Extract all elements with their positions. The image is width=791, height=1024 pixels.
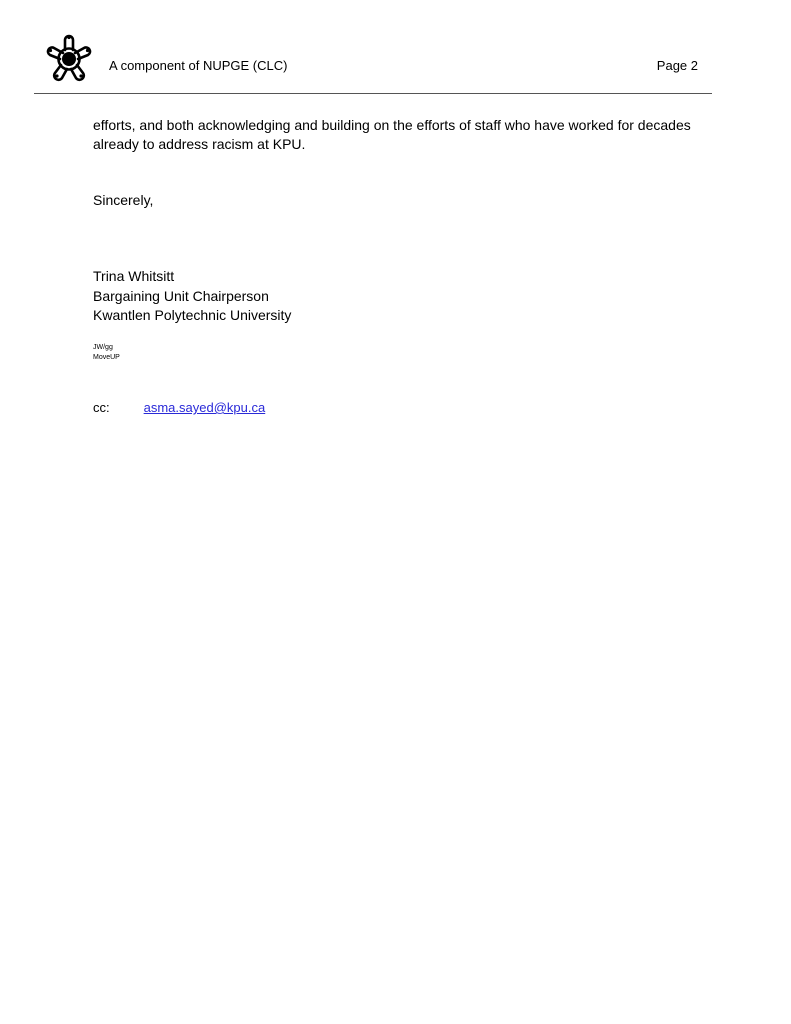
signatory-title: Bargaining Unit Chairperson [93,287,269,304]
page-number: Page 2 [656,58,698,73]
body-paragraph: efforts, and both acknowledging and building on the efforts of staff who have worked for decades already to address racism at KPU. [93,117,691,152]
union-line: MoveUP [93,354,120,361]
cc-row [93,399,265,416]
signatory-name: Trina Whitsitt [93,268,175,284]
signatory-organization: Kwantlen Polytechnic University [93,307,292,323]
header-component-text: A component of NUPGE (CLC) [109,58,288,73]
reference-initials [93,343,120,363]
cc-label: cc: [93,400,110,415]
page-header [0,0,791,95]
signature-block [93,267,291,326]
closing-salutation: Sincerely, [93,192,154,208]
header-divider [34,93,712,94]
union-star-logo-icon [38,28,100,90]
initials-line: JW/gg [93,344,113,351]
cc-email-link[interactable]: asma.sayed@kpu.ca [143,400,266,415]
